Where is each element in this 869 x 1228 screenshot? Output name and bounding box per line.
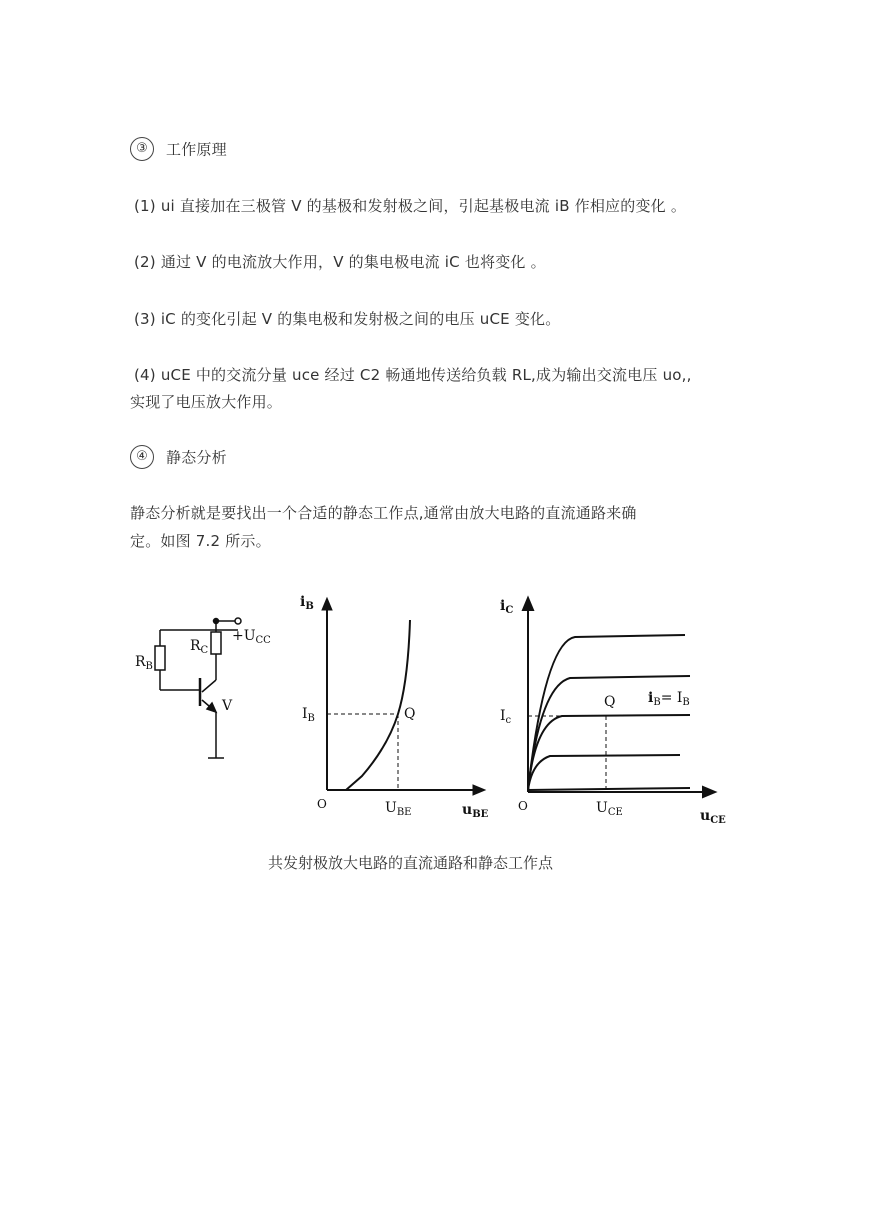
paragraph-item-1: (1) ui 直接加在三极管 V 的基极和发射极之间，引起基极电流 iB 作相应的变化 。	[134, 197, 687, 215]
rc-resistor	[211, 632, 221, 654]
ube-value-label: $U_{BE}$	[385, 800, 412, 818]
ib-equals-label: $i_B= I_B$	[648, 690, 690, 708]
figure-svg	[130, 590, 740, 830]
rc-label: $R_C$	[190, 638, 209, 656]
ube-axis-arrow	[473, 785, 485, 795]
rb-label: $R_B$	[135, 654, 153, 672]
paragraph-item-3: (3) iC 的变化引起 V 的集电极和发射极之间的电压 uCE 变化。	[134, 310, 561, 328]
q-point-label-output: Q	[604, 694, 616, 710]
vcc-terminal	[235, 618, 241, 624]
circled-number-3: ③	[130, 137, 154, 161]
transistor-label: V	[222, 698, 233, 714]
vcc-label: $+U_{CC}$	[232, 628, 271, 646]
uce-value-label: $U_{CE}$	[596, 800, 623, 818]
uce-axis-arrow	[703, 787, 715, 797]
section-title-4: 静态分析	[166, 448, 227, 467]
emitter-arrow	[207, 703, 216, 712]
origin-label-output: O	[518, 799, 528, 813]
input-curve	[346, 620, 410, 790]
ib-axis-label: $i_B$	[300, 594, 314, 612]
static-analysis-para-line2: 定。如图 7.2 所示。	[130, 532, 271, 550]
input-curve-labels	[300, 594, 489, 820]
ib-value-label: $I_B$	[302, 706, 315, 724]
ib-axis-arrow	[322, 598, 332, 610]
section-heading-3	[130, 137, 227, 161]
uce-axis-label: $u_{CE}$	[700, 808, 726, 826]
paragraph-item-2: (2) 通过 V 的电流放大作用，V 的集电极电流 iC 也将变化 。	[134, 253, 546, 271]
q-point-label-input: Q	[404, 706, 416, 722]
ube-axis-label: $u_{BE}$	[462, 802, 489, 820]
figure-7-2	[130, 590, 740, 830]
figure-caption: 共发射极放大电路的直流通路和静态工作点	[268, 854, 554, 872]
rb-resistor	[155, 646, 165, 670]
ic-value-label: $I_c$	[500, 708, 512, 726]
output-curve-3	[528, 715, 690, 790]
section-title-3: 工作原理	[166, 140, 227, 159]
output-curve-2	[528, 755, 680, 790]
static-analysis-para-line1: 静态分析就是要找出一个合适的静态工作点,通常由放大电路的直流通路来确	[130, 504, 637, 522]
input-characteristic	[322, 598, 485, 795]
origin-label-input: O	[317, 797, 327, 811]
output-curve-1	[528, 788, 690, 790]
ic-axis-arrow	[523, 598, 533, 610]
paragraph-item-4: (4) uCE 中的交流分量 uce 经过 C2 畅通地传送给负载 RL,成为输出交流电压 uo,,	[134, 366, 692, 384]
paragraph-item-4-cont: 实现了电压放大作用。	[130, 393, 283, 411]
circled-number-4: ④	[130, 445, 154, 469]
ic-axis-label: $i_C$	[500, 598, 514, 616]
section-heading-4	[130, 445, 227, 469]
transistor-collector	[202, 680, 216, 692]
